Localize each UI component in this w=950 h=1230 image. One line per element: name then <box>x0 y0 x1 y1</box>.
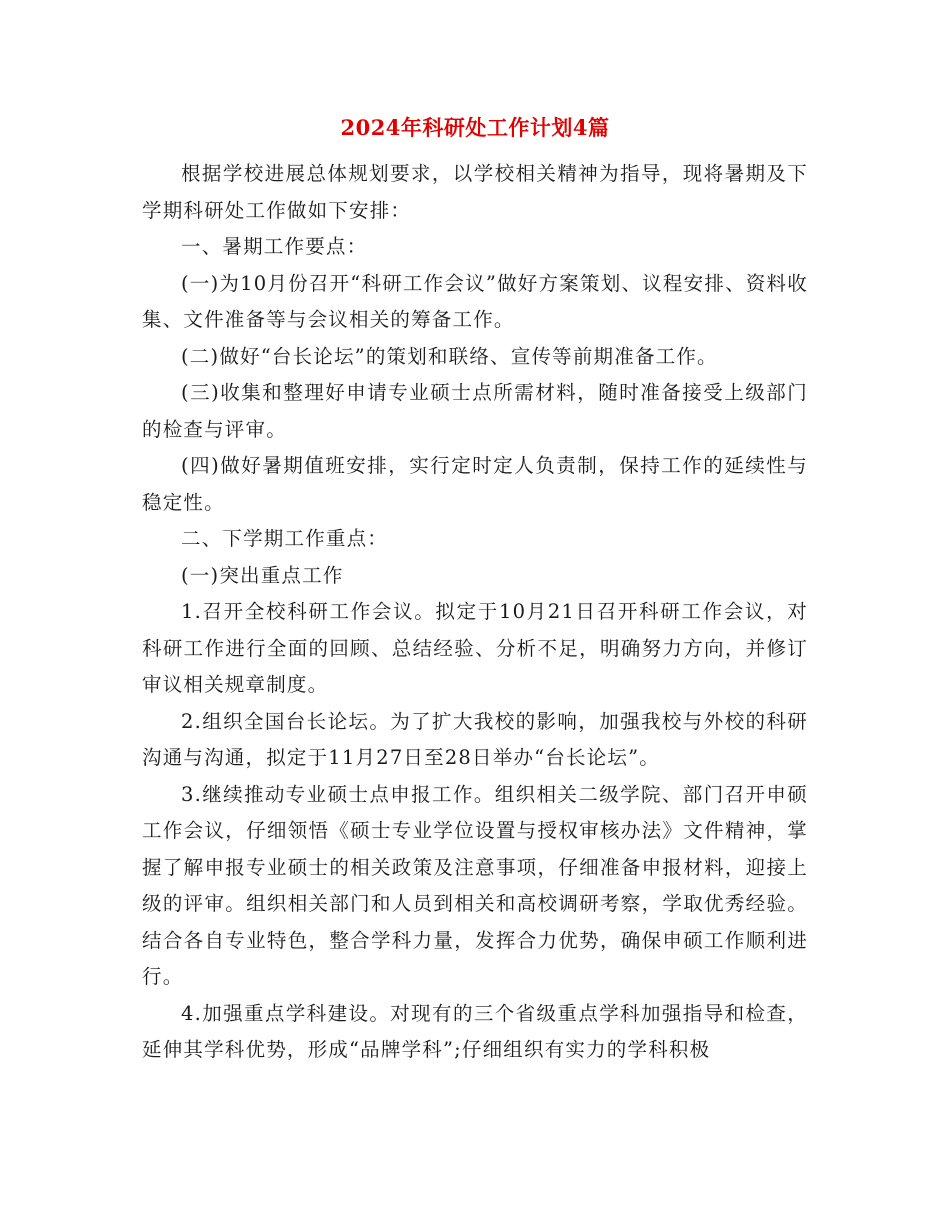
paragraph: (三)收集和整理好申请专业硕士点所需材料，随时准备接受上级部门的检查与评审。 <box>142 381 808 441</box>
document-title: 2024年科研处工作计划4篇 <box>340 115 610 140</box>
paragraph: (一)为10月份召开“科研工作会议”做好方案策划、议程安排、资料收集、文件准备等与会议相关的筹备工作。 <box>142 271 808 331</box>
paragraph: 根据学校进展总体规划要求，以学校相关精神为指导，现将暑期及下学期科研处工作做如下安排： <box>142 162 808 222</box>
paragraph: 2.组织全国台长论坛。为了扩大我校的影响，加强我校与外校的科研沟通与沟通，拟定于11月27日至28日举办“台长论坛”。 <box>142 709 808 769</box>
paragraph: (一)突出重点工作 <box>181 563 344 587</box>
document-body <box>142 156 808 1069</box>
paragraph: (二)做好“台长论坛”的策划和联络、宣传等前期准备工作。 <box>181 344 718 368</box>
paragraph: 一、暑期工作要点： <box>181 235 368 258</box>
paragraph: 4.加强重点学科建设。对现有的三个省级重点学科加强指导和检查，延伸其学科优势，形成“品牌学科”;仔细组织有实力的学科积极 <box>142 1001 808 1061</box>
paragraph: 3.继续推动专业硕士点申报工作。组织相关二级学院、部门召开申硕工作会议，仔细领悟《硕士专业学位设置与授权审核办法》文件精神，掌握了解申报专业硕士的相关政策及注意事项，仔细准备申报材料，迎接上级的评审。组织相关部门和人员到相关和高校调研考察，学取优秀经验。结合各自专业特色，整合学科力量，发挥合力优势，确保申硕工作顺利进行。 <box>142 782 808 988</box>
paragraph: 二、下学期工作重点： <box>181 527 389 550</box>
paragraph: (四)做好暑期值班安排，实行定时定人负责制，保持工作的延续性与稳定性。 <box>142 454 808 514</box>
paragraph: 1.召开全校科研工作会议。拟定于10月21日召开科研工作会议，对科研工作进行全面的回顾、总结经验、分析不足，明确努力方向，并修订审议相关规章制度。 <box>142 600 808 696</box>
